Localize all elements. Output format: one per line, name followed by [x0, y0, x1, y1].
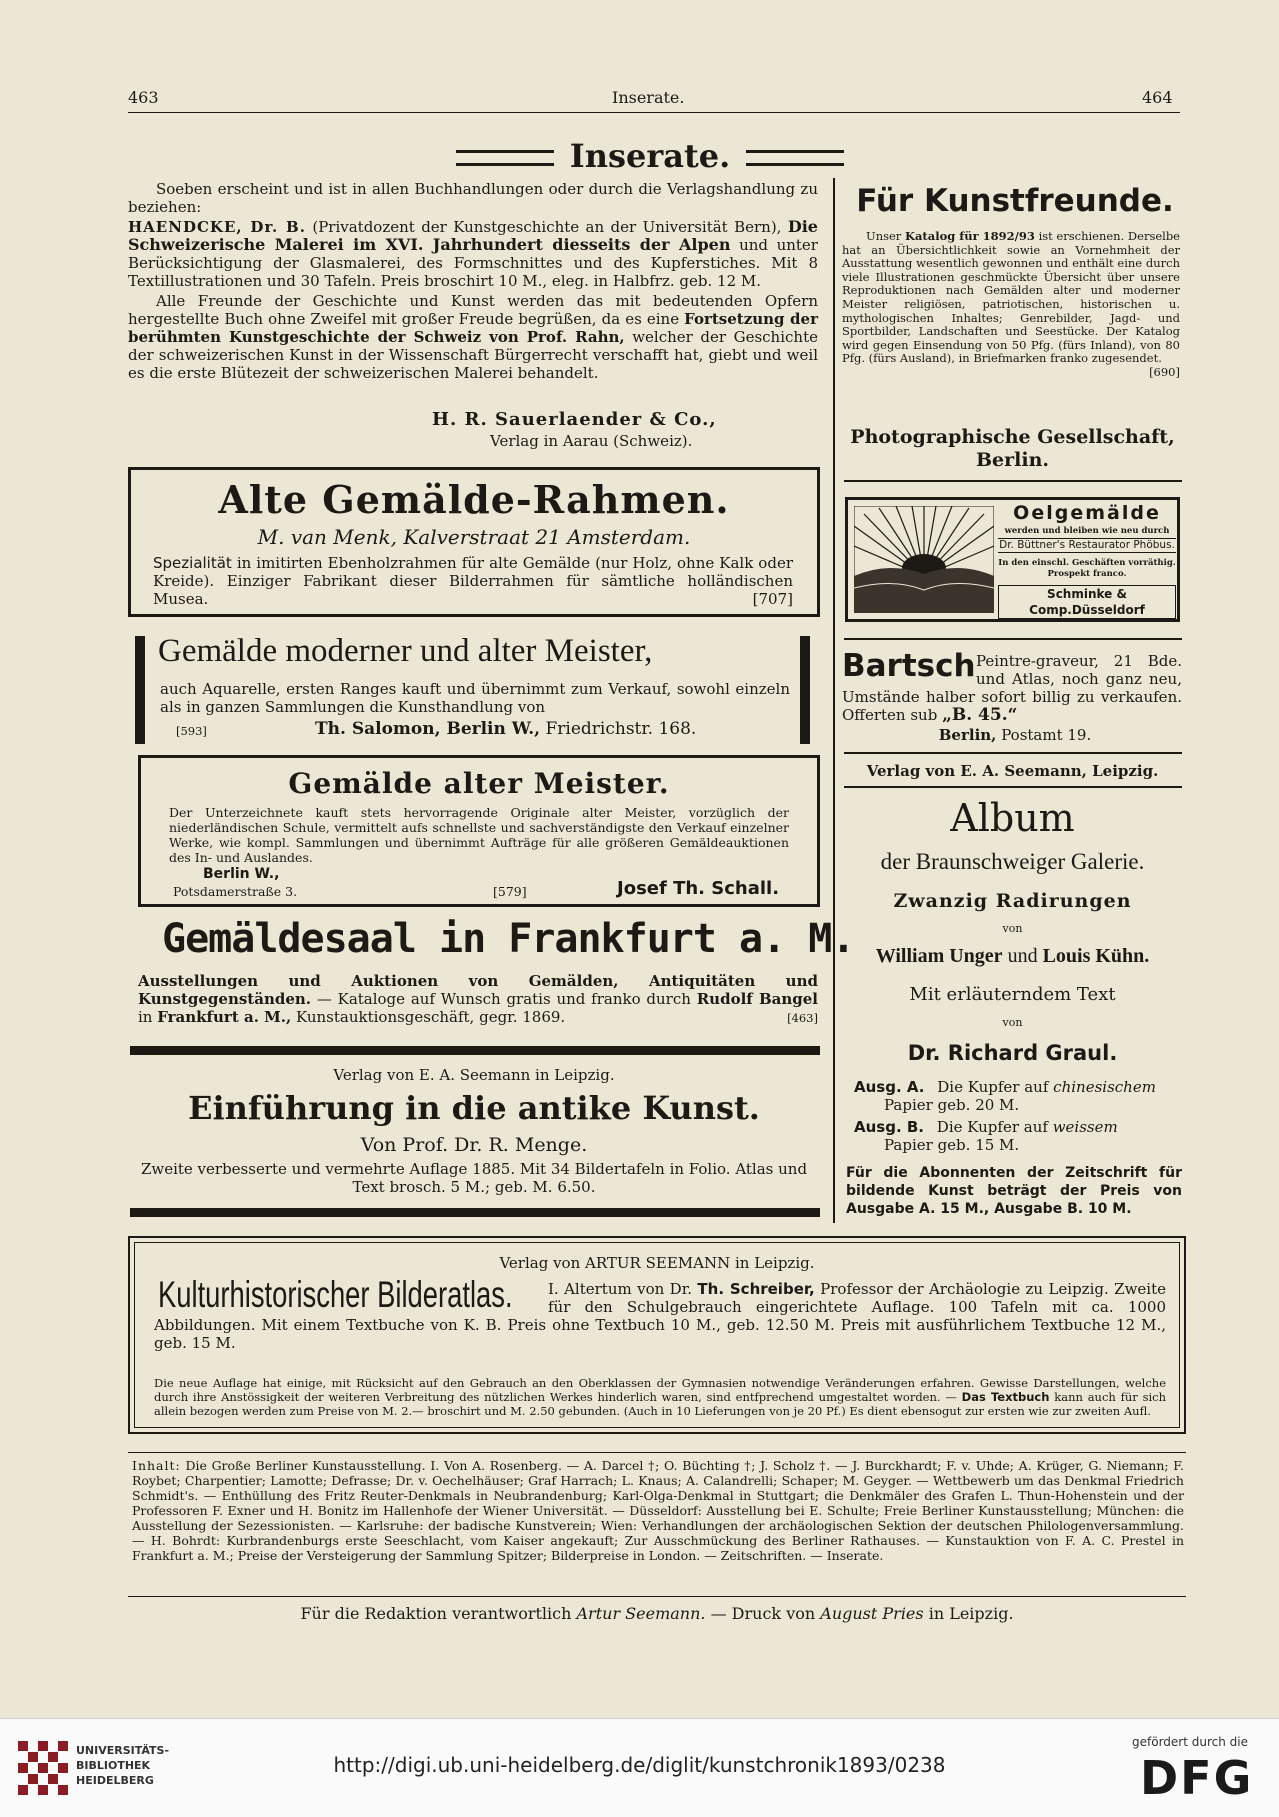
bartsch-code: „B. 45.“ — [942, 705, 1018, 725]
imprint-text-c: in Leipzig. — [928, 1604, 1014, 1623]
rahmen-text-b: in imitirten Ebenholzrahmen für alte Gemälde (nur Holz, ohne Kalk oder Kreide). Einziger Fabrikant dieser Bilderrahmen für sämtliche holländischen Musea. — [153, 554, 793, 608]
bilderatlas-note — [154, 1376, 1166, 1418]
bartsch-city: Berlin, — [938, 726, 997, 744]
album-artists-und: und — [1007, 945, 1038, 967]
haendcke-ad — [128, 180, 818, 382]
column-divider — [833, 178, 835, 1223]
schall-ad — [138, 755, 820, 907]
bilderatlas-publisher: Verlag von ARTUR SEEMANN in Leipzig. — [499, 1254, 815, 1272]
imprint-editor: Artur Seemann. — [576, 1604, 706, 1623]
album-von2: von — [1002, 1016, 1023, 1029]
title-rule-left — [456, 150, 554, 166]
imprint — [128, 1604, 1186, 1624]
schall-name: Josef Th. Schall. — [617, 878, 780, 899]
rahmen-ref: [707] — [752, 590, 793, 608]
title-rule-right — [746, 150, 844, 166]
schall-title: Gemälde alter Meister. — [288, 767, 670, 800]
haendcke-publisher-place: Verlag in Aarau (Schweiz). — [490, 432, 693, 450]
inhalt-rule-bottom — [128, 1596, 1186, 1597]
album-artist-b: Louis Kühn. — [1042, 945, 1150, 967]
album-ausg-b-text-2: weissem — [1052, 1118, 1118, 1136]
source-url[interactable]: http://digi.ub.uni-heidelberg.de/diglit/kunstchronik1893/0238 — [333, 1753, 946, 1777]
bilderatlas-author: Th. Schreiber, — [697, 1280, 815, 1298]
frankfurt-text — [138, 972, 818, 1026]
schall-ref: [579] — [493, 884, 527, 899]
imprint-text-a: Für die Redaktion verantwortlich — [300, 1604, 572, 1623]
library-name-1: UNIVERSITÄTS- — [76, 1744, 170, 1757]
kunstfreunde-rule — [844, 480, 1182, 482]
album-ausg-b — [854, 1118, 1184, 1154]
haendcke-intro: Soeben erscheint und ist in allen Buchhandlungen oder durch die Verlagshandlung zu beziehen: — [128, 180, 818, 216]
bilderatlas-text-a: I. Altertum von Dr. — [548, 1280, 692, 1298]
salomon-name: Th. Salomon, Berlin W., — [315, 719, 541, 739]
album-artists — [840, 944, 1185, 968]
schall-city: Berlin W., — [203, 866, 280, 882]
oelgemaelde-rule — [844, 638, 1182, 640]
haendcke-author: HAENDCKE, Dr. B. — [128, 218, 306, 236]
rahmen-title: Alte Gemälde-Rahmen. — [218, 477, 730, 522]
frankfurt-ref: [463] — [787, 1011, 818, 1025]
rahmen-text-a: Spezialität — [153, 554, 232, 572]
oelgemaelde-line1: werden und bleiben wie neu durch — [1004, 526, 1170, 536]
bilderatlas-note-b: Das Textbuch — [961, 1390, 1050, 1404]
kunstfreunde-text — [842, 230, 1180, 380]
frankfurt-text-b: — Kataloge auf Wunsch gratis und franko durch — [316, 990, 691, 1008]
album-publisher: Verlag von E. A. Seemann, Leipzig. — [866, 762, 1159, 780]
dfg-logo: DFG — [1140, 1751, 1254, 1805]
oelgemaelde-line2: Dr. Büttner's Restaurator Phöbus. — [999, 539, 1175, 551]
bartsch-rule — [844, 752, 1182, 754]
menge-author: Von Prof. Dr. R. Menge. — [360, 1134, 588, 1156]
funded-by: gefördert durch die — [1132, 1735, 1248, 1749]
salomon-ref: [593] — [176, 724, 207, 738]
frankfurt-title: Gemäldesaal in Frankfurt a. M. — [162, 916, 855, 962]
bartsch-address — [845, 726, 1185, 744]
kunstfreunde-publisher: Photographische Gesellschaft, — [850, 426, 1175, 448]
frankfurt-name: Rudolf Bangel — [696, 990, 818, 1008]
menge-rule — [130, 1208, 820, 1217]
frankfurt-place: Frankfurt a. M., — [157, 1008, 292, 1026]
frankfurt-text-c: in — [138, 1008, 153, 1026]
main-title: Inserate. — [569, 137, 731, 175]
haendcke-para2-a: Alle Freunde der Geschichte und Kunst werden das mit bedeutenden Opfern hergestellte Buch ohne Zweifel mit großer Freude begrüßen, da es eine — [128, 292, 818, 328]
right-page-number: 464 — [1142, 88, 1173, 107]
album-artist-a: William Unger — [875, 945, 1003, 967]
sunburst-illustration — [854, 506, 994, 613]
haendcke-publisher: H. R. Sauerlaender & Co., — [432, 409, 717, 430]
imprint-text-b: — Druck von — [710, 1604, 816, 1623]
running-title: Inserate. — [612, 88, 685, 107]
salomon-title: Gemälde moderner und alter Meister, — [158, 633, 653, 669]
bartsch-text-wrap — [842, 652, 1182, 724]
menge-title: Einführung in die antike Kunst. — [188, 1089, 760, 1127]
library-name-2: BIBLIOTHEK — [76, 1759, 151, 1772]
schall-street: Potsdamerstraße 3. — [173, 884, 298, 899]
left-page-number: 463 — [128, 88, 159, 107]
bilderatlas-title: Kulturhistorischer Bilderatlas. — [158, 1274, 513, 1315]
imprint-printer: August Pries — [820, 1604, 924, 1623]
inhalt — [132, 1458, 1184, 1563]
bilderatlas-note-c: kann auch für sich allein bezogen werden zum Preise von M. 2.— broschirt und M. 2.50 gebunden. (Auch in 10 Lieferungen von je 20 Pf.) Es dient ebensogut zur ersten wie zur zweiten Aufl. — [154, 1390, 1167, 1418]
album-ausg-a — [854, 1078, 1184, 1114]
album-subscribers: Für die Abonnenten der Zeitschrift für bildende Kunst beträgt der Preis von Ausgabe A. 15 M., Ausgabe B. 10 M. — [846, 1165, 1182, 1217]
album-text-with: Mit erläuterndem Text — [909, 984, 1116, 1005]
kunstfreunde-text-a: Unser — [866, 229, 902, 243]
rahmen-ad — [128, 467, 820, 617]
oelgemaelde-line5: Schminke & Comp.Düsseldorf — [998, 585, 1176, 619]
album-author: Dr. Richard Graul. — [907, 1041, 1118, 1065]
kunstfreunde-city: Berlin. — [975, 449, 1050, 471]
frankfurt-rule — [130, 1046, 820, 1055]
salomon-text: auch Aquarelle, ersten Ranges kauft und übernimmt zum Verkauf, sowohl einzeln als in ganzen Sammlungen die Kunsthandlung von — [160, 680, 790, 716]
schall-text: Der Unterzeichnete kauft stets hervorragende Originale alter Meister, vorzüglich der niederländischen Schule, vermittelt aufs schnellste und sachverständigste den Verkauf einzelner Werke, wie kompl. Sammlungen und übernimmt Aufträge für alle größeren Gemäldeauktionen des In- und Auslandes. — [169, 805, 789, 865]
oelgemaelde-line3: In den einschl. Geschäften vorräthig. — [998, 558, 1176, 568]
album-title: Album — [950, 796, 1075, 840]
bilderatlas-note-a: Die neue Auflage hat einige, mit Rücksicht auf den Gebrauch an den Oberklassen der Gymnasien notwendige Veränderungen erfahren. Gewisse Darstellungen, welche durch ihre Anstössigkeit der weiteren Verbreitung des nützlichen Werkes hinderlich waren, sind entfprechend umgestaltet worden. — — [154, 1376, 1166, 1404]
kunstfreunde-text-b: ist erschienen. Derselbe hat an Übersichtlichkeit sowie an Vornehmheit der Ausstattung wesentlich gewonnen und enthält eine durch viele Illustrationen geschmückte Übersicht über unsere Reproduktionen nach Gemälden alter und moderner Meister religiösen, patriotischen, historischen u. mythologischen Inhaltes; Genrebilder, Jagd- und Sportbilder, Landschaften und Seestücke. Der Katalog wird gegen Einsendung von 50 Pfg. (fürs Inland), von 80 Pfg. (fürs Ausland), in Briefmarken franko zugesendet. — [842, 229, 1180, 366]
inhalt-rule-top — [128, 1452, 1186, 1453]
album-subtitle: der Braunschweiger Galerie. — [880, 849, 1145, 874]
album-ausg-a-text-1: Die Kupfer auf — [937, 1078, 1049, 1096]
frankfurt-text-d: Kunstauktionsgeschäft, gegr. 1869. — [295, 1008, 566, 1026]
bilderatlas-text-b: Professor der Archäologie zu Leipzig. Zweite für den Schulgebrauch eingerichtete Auflage. 100 Tafeln mit ca. 1000 Abbildungen. Mit einem Textbuche von K. B. Preis ohne Textbuch 10 M., geb. 12.50 M. Preis mit ausführlichem Textbuche 12 M., geb. 15 M. — [154, 1280, 1166, 1352]
salomon-signature — [315, 719, 696, 739]
rahmen-address: M. van Menk, Kalverstraat 21 Amsterdam. — [257, 525, 691, 549]
viewer-footer — [0, 1718, 1279, 1817]
album-radierungen: Zwanzig Radirungen — [893, 890, 1132, 912]
kunstfreunde-title: Für Kunstfreunde. — [856, 183, 1174, 219]
haendcke-author-note: (Privatdozent der Kunstgeschichte an der Universität Bern), — [312, 218, 782, 236]
album-publisher-rule — [844, 786, 1182, 788]
salomon-bar-left — [135, 636, 145, 744]
haendcke-desc: und unter Berücksichtigung der Glasmalerei, des Formschnittes und des Kupferstiches. Mit 8 Textillustrationen und 30 Tafeln. Preis broschirt 10 M., eleg. in Halbfrz. geb. 12 M. — [128, 236, 818, 290]
bartsch-text: Peintre-graveur, 21 Bde. und Atlas, noch ganz neu, Umstände halber sofort billig zu verkaufen. Offerten sub — [842, 652, 1182, 724]
bilderatlas-text — [154, 1280, 1166, 1352]
haendcke-book-title: Die Schweizerische Malerei im XVI. Jahrhundert diesseits der Alpen — [128, 217, 818, 254]
album-ausg-a-label: Ausg. A. — [854, 1078, 925, 1096]
album-ausg-b-text-3: Papier geb. 15 M. — [884, 1136, 1020, 1154]
menge-publisher: Verlag von E. A. Seemann in Leipzig. — [333, 1066, 615, 1084]
frankfurt-text-a: Ausstellungen und Auktionen von Gemälden, Antiquitäten und Kunstgegenständen. — [138, 972, 818, 1008]
kunstfreunde-katalog: Katalog für 1892/93 — [904, 229, 1035, 243]
salomon-bar-right — [800, 636, 810, 744]
album-ausg-b-text-1: Die Kupfer auf — [936, 1118, 1048, 1136]
bartsch-postamt: Postamt 19. — [1001, 726, 1092, 744]
oelgemaelde-line4: Prospekt franco. — [1047, 569, 1127, 579]
album-von1: von — [1002, 922, 1023, 935]
album-ausg-a-text-3: Papier geb. 20 M. — [884, 1096, 1020, 1114]
inhalt-label: Inhalt: — [132, 1458, 181, 1473]
rahmen-text — [153, 554, 793, 608]
kunstfreunde-ref: [690] — [1149, 364, 1180, 379]
header-rule — [128, 112, 1180, 113]
salomon-address: Friedrichstr. 168. — [545, 719, 697, 739]
oelgemaelde-title: Oelgemälde — [1013, 502, 1161, 524]
bilderatlas-ad — [128, 1236, 1186, 1434]
inhalt-text: Die Große Berliner Kunstausstellung. I. Von A. Rosenberg. — A. Darcel †; O. Büchting †; J. Scholz †. — J. Burckhardt; F. v. Uhde; A. Krüger, G. Niemann; F. Roybet; Charpentier; Lamotte; Defrasse; Dr. v. Oechelhäuser; Graf Harrach; L. Knaus; A. Calandrelli; Schaper; M. Geyger. — Wettbewerb um das Denkmal Friedrich Schmidt's. — Enthüllung des Fritz Reuter-Denkmals in Neubrandenburg; Karl-Olga-Denkmal in Stuttgart; die Denkmäler des Grafen L. Thun-Hohenstein und der Professoren F. Exner und H. Bonitz im Hallenhofe der Wiener Universität. — Düsseldorf: Ausstellung bei E. Schulte; Freie Berliner Kunstausstellung; München: die Ausstellung der Sezessionisten. — Karlsruhe: der badische Kunstverein; Wien: Verhandlungen der archäologischen Sektion der deutschen Philologenversammlung. — H. Bohrdt: Kurbrandenburgs erste Seeschlacht, vom Kaiser angekauft; Zur Ausschmückung des Berliner Rathauses. — Kunstauktion von F. A. C. Prestel in Frankfurt a. M.; Preise der Versteigerung der Sammlung Spitzer; Bilderpreise in London. — Zeitschriften. — Inserate. — [132, 1458, 1185, 1563]
oelgemaelde-ad — [845, 497, 1180, 622]
haendcke-para2-c: welcher der Geschichte der schweizerischen Kunst in der Wissenschaft Bürgerrecht verschafft hat, giebt und weil es die erste Blütezeit der schweizerischen Malerei behandelt. — [128, 328, 818, 382]
album-ausg-a-text-2: chinesischem — [1053, 1078, 1156, 1096]
menge-text: Zweite verbesserte und vermehrte Auflage 1885. Mit 34 Bildertafeln in Folio. Atlas und Text brosch. 5 M.; geb. M. 6.50. — [140, 1160, 808, 1196]
bartsch-name: Bartsch — [842, 648, 976, 684]
album-ausg-b-label: Ausg. B. — [854, 1118, 925, 1136]
haendcke-para2-b: Fortsetzung der berühmten Kunstgeschichte der Schweiz von Prof. Rahn, — [128, 310, 818, 346]
library-name-3: HEIDELBERG — [76, 1774, 154, 1787]
